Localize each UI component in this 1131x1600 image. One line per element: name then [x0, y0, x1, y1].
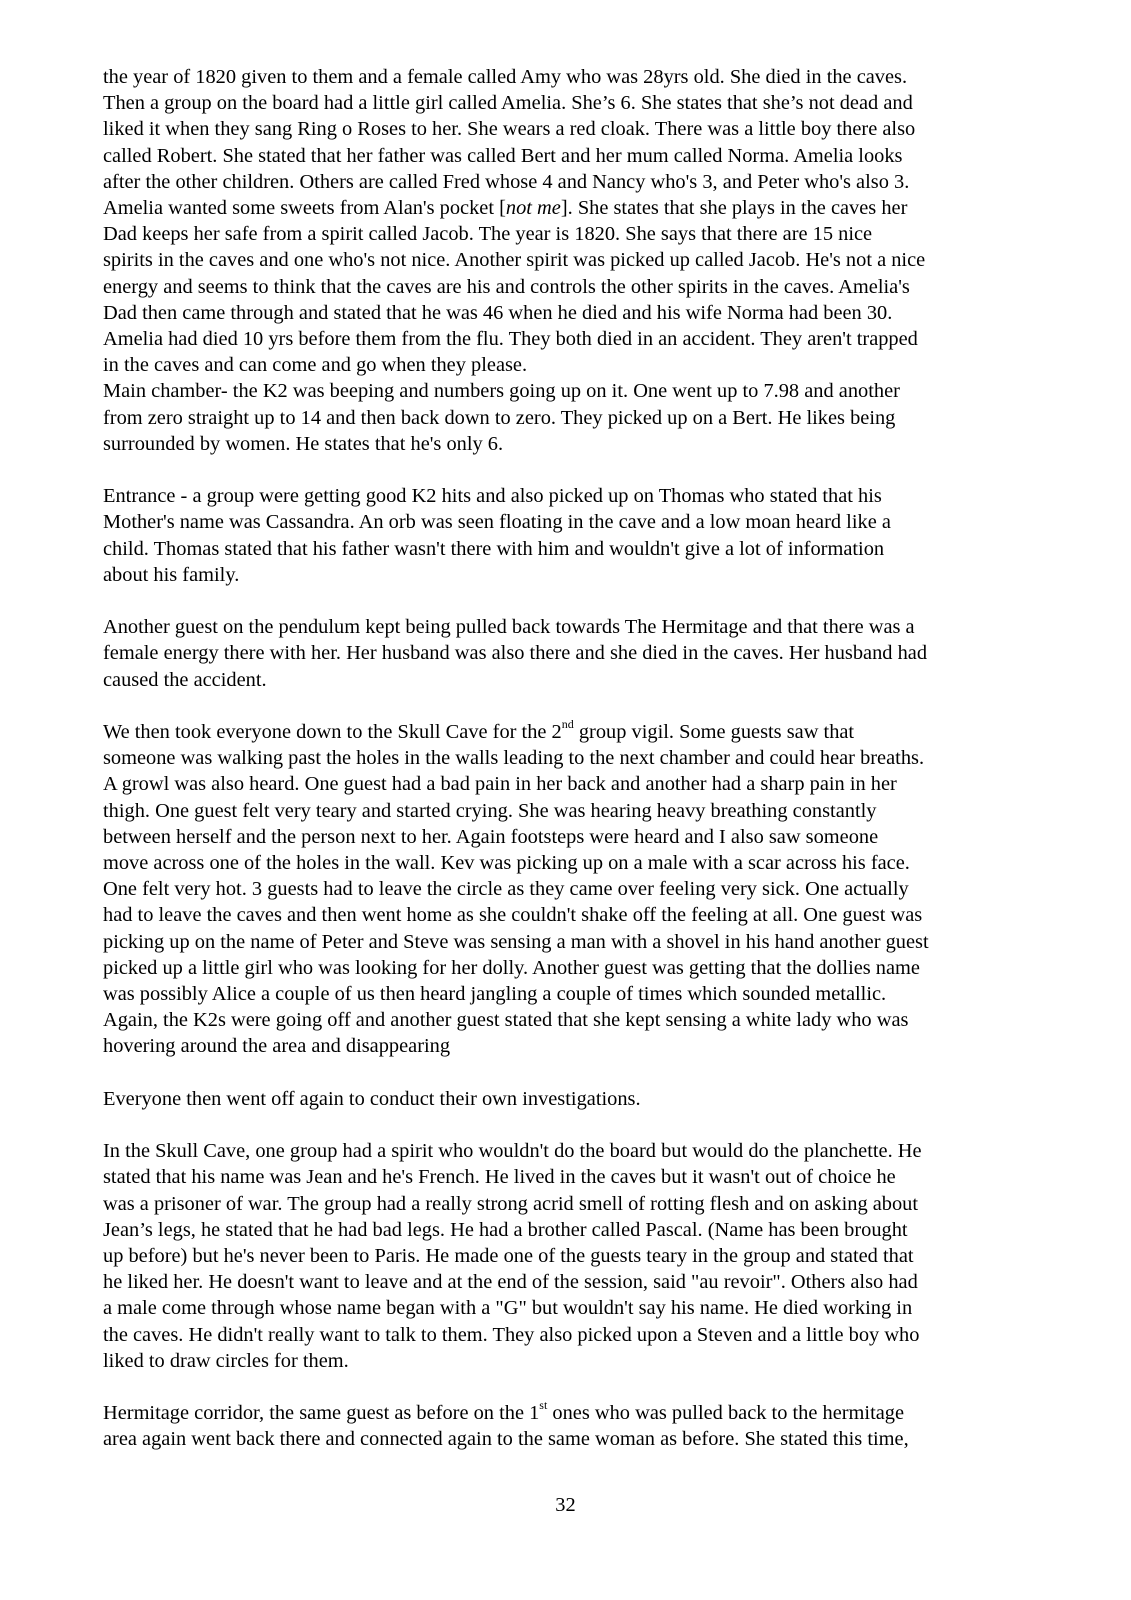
text-line	[103, 195, 1043, 221]
text-line: Dad keeps her safe from a spirit called Jacob. The year is 1820. She says that there are 15 nice	[103, 223, 873, 246]
text-line: Amelia had died 10 yrs before them from the flu. They both died in an accident. They aren't trapped	[103, 328, 918, 351]
paragraph-p7	[103, 1138, 1043, 1374]
text-line: liked it when they sang Ring o Roses to her. She wears a red cloak. There was a little boy there also	[103, 118, 916, 141]
text-line: area again went back there and connected again to the same woman as before. She stated this time,	[103, 1428, 909, 1451]
paragraph-p8	[103, 1400, 1043, 1452]
text-line: picking up on the name of Peter and Steve was sensing a man with a shovel in his hand another guest	[103, 930, 929, 953]
text-line: hovering around the area and disappearing	[103, 1035, 451, 1058]
text-segment: Amelia wanted some sweets from Alan's pocket [	[103, 197, 506, 220]
text-line: Entrance - a group were getting good K2 hits and also picked up on Thomas who stated that his	[103, 485, 882, 508]
text-line: someone was walking past the holes in the walls leading to the next chamber and could hear breaths.	[103, 747, 925, 770]
text-line: spirits in the caves and one who's not nice. Another spirit was picked up called Jacob. He's not a nice	[103, 249, 926, 272]
text-line: about his family.	[103, 563, 240, 586]
paragraph-p2	[103, 378, 1043, 457]
text-line: Main chamber- the K2 was beeping and numbers going up on it. One went up to 7.98 and another	[103, 380, 900, 403]
text-line: picked up a little girl who was looking for her dolly. Another guest was getting that the dollies name	[103, 956, 920, 979]
text-line: caused the accident.	[103, 668, 267, 691]
text-line: he liked her. He doesn't want to leave and at the end of the session, said "au revoir". Others also had	[103, 1271, 918, 1294]
text-line: liked to draw circles for them.	[103, 1349, 349, 1372]
text-line: In the Skull Cave, one group had a spirit who wouldn't do the board but would do the planchette. He	[103, 1140, 922, 1163]
paragraph-p3	[103, 483, 1043, 588]
text-segment: ones who was pulled back to the hermitage	[547, 1402, 905, 1425]
text-line: was a prisoner of war. The group had a really strong acrid smell of rotting flesh and on asking about	[103, 1192, 919, 1215]
text-segment: group vigil. Some guests saw that	[573, 721, 855, 744]
text-line: up before) but he's never been to Paris. He made one of the guests teary in the group and stated that	[103, 1245, 914, 1268]
text-line: thigh. One guest felt very teary and started crying. She was hearing heavy breathing constantly	[103, 799, 877, 822]
text-line: child. Thomas stated that his father wasn't there with him and wouldn't give a lot of information	[103, 537, 885, 560]
text-segment: ]. She states that she plays in the caves her	[560, 197, 908, 220]
text-line: called Robert. She stated that her father was called Bert and her mum called Norma. Amelia looks	[103, 144, 903, 167]
paragraph-p5	[103, 719, 1043, 1060]
italic-text: not me	[505, 197, 561, 220]
text-line: had to leave the caves and then went home as she couldn't shake off the feeling at all. One guest was	[103, 904, 923, 927]
text-line: energy and seems to think that the caves are his and controls the other spirits in the caves. Amelia's	[103, 275, 910, 298]
text-line: move across one of the holes in the wall. Kev was picking up on a male with a scar across his face.	[103, 852, 910, 875]
text-line: stated that his name was Jean and he's French. He lived in the caves but it wasn't out of choice he	[103, 1166, 896, 1189]
text-line: Dad then came through and stated that he was 46 when he died and his wife Norma had been 30.	[103, 301, 893, 324]
text-line: Everyone then went off again to conduct their own investigations.	[103, 1087, 641, 1110]
paragraph-p1	[103, 64, 1043, 378]
text-line	[103, 1400, 1043, 1426]
text-line: One felt very hot. 3 guests had to leave the circle as they came over feeling very sick. One actually	[103, 878, 909, 901]
text-segment: Hermitage corridor, the same guest as before on the 1	[103, 1402, 540, 1425]
superscript: st	[539, 1398, 548, 1413]
text-line: female energy there with her. Her husband was also there and she died in the caves. Her husband had	[103, 642, 928, 665]
text-line: Again, the K2s were going off and another guest stated that she kept sensing a white lady who was	[103, 1009, 909, 1032]
text-line: from zero straight up to 14 and then back down to zero. They picked up on a Bert. He likes being	[103, 406, 896, 429]
text-line: surrounded by women. He states that he's only 6.	[103, 432, 504, 455]
text-line: Another guest on the pendulum kept being pulled back towards The Hermitage and that there was a	[103, 616, 915, 639]
text-line: in the caves and can come and go when they please.	[103, 354, 528, 377]
text-line: the caves. He didn't really want to talk to them. They also picked upon a Steven and a little boy who	[103, 1323, 920, 1346]
text-line: between herself and the person next to her. Again footsteps were heard and I also saw someone	[103, 825, 879, 848]
text-line: Then a group on the board had a little girl called Amelia. She’s 6. She states that she’s not dead and	[103, 92, 913, 115]
document-page	[103, 64, 1043, 1453]
text-line: after the other children. Others are called Fred whose 4 and Nancy who's 3, and Peter who's also 3.	[103, 170, 910, 193]
paragraph-p4	[103, 614, 1043, 693]
superscript: nd	[561, 717, 574, 732]
page-number: 32	[555, 1494, 576, 1516]
text-line	[103, 719, 1043, 745]
text-segment: We then took everyone down to the Skull Cave for the 2	[103, 721, 562, 744]
text-line: was possibly Alice a couple of us then heard jangling a couple of times which sounded metallic.	[103, 983, 887, 1006]
text-line: the year of 1820 given to them and a female called Amy who was 28yrs old. She died in the caves.	[103, 66, 908, 88]
text-line: Jean’s legs, he stated that he had bad legs. He had a brother called Pascal. (Name has been brought	[103, 1218, 908, 1241]
text-line: a male come through whose name began with a "G" but wouldn't say his name. He died working in	[103, 1297, 913, 1320]
text-line: Mother's name was Cassandra. An orb was seen floating in the cave and a low moan heard like a	[103, 511, 891, 534]
text-line: A growl was also heard. One guest had a bad pain in her back and another had a sharp pain in her	[103, 773, 897, 796]
paragraph-p6	[103, 1086, 1043, 1112]
